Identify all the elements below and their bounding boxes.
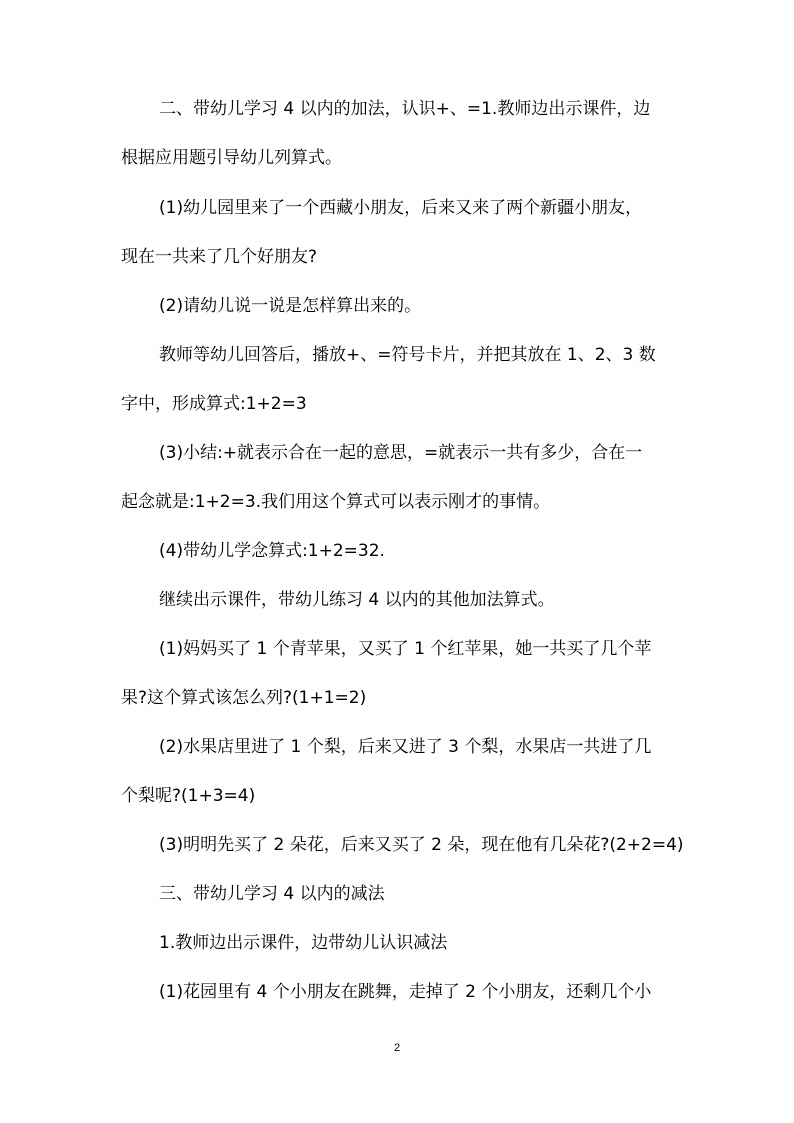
text-line: 起念就是:1+2=3.我们用这个算式可以表示刚才的事情。 xyxy=(121,492,551,512)
text-line: (4)带幼儿学念算式:1+2=32. xyxy=(159,541,385,561)
text-line: (2)请幼儿说一说是怎样算出来的。 xyxy=(159,296,422,316)
text-line: (1)幼儿园里来了一个西藏小朋友，后来又来了两个新疆小朋友， xyxy=(159,198,643,218)
text-line: (1)花园里有 4 个小朋友在跳舞，走掉了 2 个小朋友，还剩几个小 xyxy=(159,982,652,1002)
text-line: 根据应用题引导幼儿列算式。 xyxy=(121,148,342,168)
text-line: 1.教师边出示课件，边带幼儿认识减法 xyxy=(159,933,448,953)
text-line: 教师等幼儿回答后，播放+、=符号卡片，并把其放在 1、2、3 数 xyxy=(159,345,656,365)
text-line: 现在一共来了几个好朋友? xyxy=(121,247,318,267)
text-line: (2)水果店里进了 1 个梨，后来又进了 3 个梨，水果店一共进了几 xyxy=(159,737,652,757)
text-line: 继续出示课件，带幼儿练习 4 以内的其他加法算式。 xyxy=(159,590,555,610)
text-line: 个梨呢?(1+3=4) xyxy=(121,786,256,806)
text-line: (3)明明先买了 2 朵花，后来又买了 2 朵，现在他有几朵花?(2+2=4) xyxy=(159,835,684,855)
text-line: 字中，形成算式:1+2=3 xyxy=(121,394,307,414)
page-number: 2 xyxy=(393,1042,401,1054)
text-line: (1)妈妈买了 1 个青苹果，又买了 1 个红苹果，她一共买了几个苹 xyxy=(159,639,652,659)
text-line: 三、带幼儿学习 4 以内的减法 xyxy=(159,884,385,904)
text-line: 果?这个算式该怎么列?(1+1=2) xyxy=(121,688,367,708)
text-line: 二、带幼儿学习 4 以内的加法，认识+、=1.教师边出示课件，边 xyxy=(159,99,651,119)
text-line: (3)小结:+就表示合在一起的意思，=就表示一共有多少，合在一 xyxy=(159,443,643,463)
